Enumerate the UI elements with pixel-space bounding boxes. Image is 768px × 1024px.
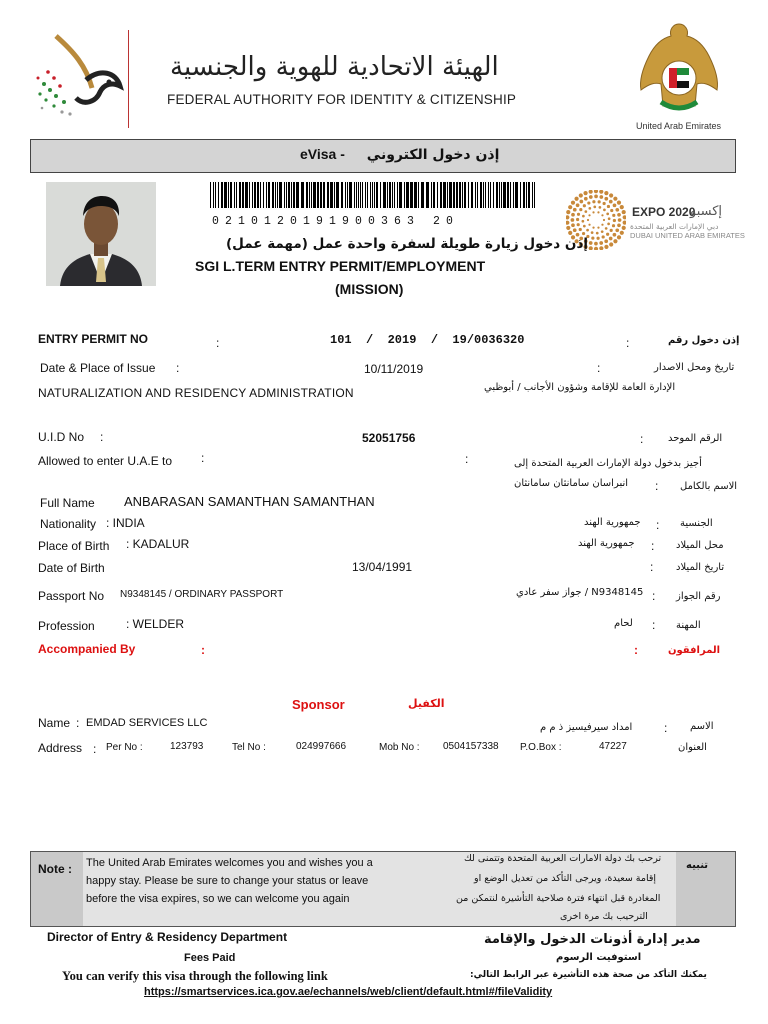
sponsor-tel-label: Tel No : xyxy=(232,742,266,753)
org-name-en: FEDERAL AUTHORITY FOR IDENTITY & CITIZENSHIP xyxy=(167,92,517,107)
entry-permit-label: ENTRY PERMIT NO xyxy=(38,332,149,346)
entry-permit-value: 101 / 2019 / 19/0036320 xyxy=(330,333,525,347)
accompanied-label-ar: المرافقون xyxy=(668,645,721,656)
issue-label: Date & Place of Issue xyxy=(40,361,156,375)
sponsor-mob: 0504157338 xyxy=(443,741,499,752)
full-name-value-ar: انبراسان سامانثان سامانثان xyxy=(514,478,629,489)
birth-place-label: Place of Birth xyxy=(38,539,110,553)
permit-type-ar: إذن دخول زيارة طويلة لسفرة واحدة عمل (مهمة عمل) xyxy=(226,236,589,252)
uae-eagle-emblem-icon xyxy=(633,20,725,120)
note-label-ar: تنبيه xyxy=(686,860,709,871)
issue-colon-r: : xyxy=(597,361,601,375)
issuing-authority-ar: الإدارة العامة للإقامة وشؤون الأجانب / أبوظبي xyxy=(484,382,676,393)
entry-permit-colon: : xyxy=(216,336,220,350)
note-text-ar-1: ترحب بك دولة الامارات العربية المتحدة وتتمنى لك xyxy=(464,853,662,864)
nationality-colon-r: : xyxy=(656,518,660,532)
ica-falcon-logo-icon xyxy=(34,28,124,124)
birth-place-value-ar: جمهورية الهند xyxy=(578,538,635,549)
verify-text-en: You can verify this visa through the following link xyxy=(62,969,328,983)
accompanied-label: Accompanied By xyxy=(38,642,136,656)
uid-colon: : xyxy=(100,430,104,444)
allowed-label: Allowed to enter U.A.E to xyxy=(38,454,173,468)
birth-date-value: 13/04/1991 xyxy=(352,560,413,574)
passport-label: Passport No xyxy=(38,589,105,603)
passport-value-ar: N9348145 / جواز سفر عادي xyxy=(516,587,644,598)
profession-label: Profession xyxy=(38,619,95,633)
applicant-photo xyxy=(46,182,156,286)
sponsor-name-colon: : xyxy=(76,716,80,730)
birth-place-label-ar: محل الميلاد xyxy=(676,540,724,551)
entry-permit-label-ar: إذن دخول رقم xyxy=(668,335,740,346)
sponsor-pobox-label: P.O.Box : xyxy=(520,742,562,753)
permit-type-en-line1: SGI L.TERM ENTRY PERMIT/EMPLOYMENT xyxy=(195,258,486,274)
issuing-authority-en: NATURALIZATION AND RESIDENCY ADMINISTRATION xyxy=(38,386,354,400)
note-text-ar-4: الترحيب بك مرة اخرى xyxy=(560,911,648,922)
profession-label-ar: المهنة xyxy=(676,620,701,631)
verify-link[interactable]: https://smartservices.ica.gov.ae/echannels/web/client/default.html#/fileValidity xyxy=(144,986,553,998)
issue-label-ar: تاريخ ومحل الاصدار xyxy=(654,362,735,373)
sponsor-per-no-label: Per No : xyxy=(106,742,143,753)
expo-sub-ar: دبي الإمارات العربية المتحدة xyxy=(630,222,719,231)
sponsor-tel: 024997666 xyxy=(296,741,347,752)
sponsor-address-label-ar: العنوان xyxy=(678,742,707,753)
full-name-colon-r: : xyxy=(655,479,659,493)
nationality-label-ar: الجنسية xyxy=(680,518,713,529)
sponsor-mob-label: Mob No : xyxy=(379,742,420,753)
note-text-ar-3: المغادرة قبل انتهاء فترة صلاحية التأشيرة لنتمكن من xyxy=(456,893,661,904)
sponsor-address-label: Address xyxy=(38,741,83,755)
sponsor-name-label: Name xyxy=(38,716,71,730)
uid-label: U.I.D No xyxy=(38,430,85,444)
sponsor-pobox: 47227 xyxy=(599,741,627,752)
uid-value: 52051756 xyxy=(362,431,416,445)
uid-colon-r: : xyxy=(640,432,644,446)
director-title-ar: مدير إدارة أذونات الدخول والإقامة xyxy=(484,932,701,947)
passport-value: N9348145 / ORDINARY PASSPORT xyxy=(120,589,284,600)
fees-paid: Fees Paid xyxy=(184,952,236,964)
full-name-label-ar: الاسم بالكامل xyxy=(680,481,738,492)
permit-type-en-line2: (MISSION) xyxy=(335,281,404,297)
sponsor-name-colon-r: : xyxy=(664,721,668,735)
allowed-label-ar: أجيز بدخول دولة الإمارات العربية المتحدة إلى xyxy=(514,458,702,469)
passport-label-ar: رقم الجواز xyxy=(676,591,721,602)
profession-value-ar: لحام xyxy=(614,618,633,629)
nationality-value: : INDIA xyxy=(106,516,145,530)
sponsor-per-no: 123793 xyxy=(170,741,204,752)
birth-date-label: Date of Birth xyxy=(38,561,105,575)
full-name-label: Full Name xyxy=(40,496,95,510)
evisa-title xyxy=(300,146,499,163)
sponsor-address-colon: : xyxy=(93,742,97,756)
uae-caption: United Arab Emirates xyxy=(636,121,722,131)
issue-date-value: 10/11/2019 xyxy=(364,362,424,376)
note-label: Note : xyxy=(38,862,72,876)
evisa-title-en: eVisa - xyxy=(300,146,345,162)
note-text-ar-2: إقامة سعيدة، ويرجى التأكد من تعديل الوضع او xyxy=(474,873,657,884)
sponsor-name-label-ar: الاسم xyxy=(690,721,714,732)
org-name-ar: الهيئة الاتحادية للهوية والجنسية xyxy=(170,52,499,82)
allowed-colon: : xyxy=(201,451,205,465)
entry-permit-colon-r: : xyxy=(626,336,630,350)
nationality-label: Nationality xyxy=(40,517,97,531)
header-divider xyxy=(128,30,129,128)
expo-name-ar: إكسبو xyxy=(690,204,723,219)
verify-text-ar: يمكنك التأكد من صحة هذه التأشيرة عبر الرابط التالي: xyxy=(470,970,707,980)
birth-date-label-ar: تاريخ الميلاد xyxy=(676,562,725,573)
issue-colon: : xyxy=(176,361,180,375)
accompanied-colon: : xyxy=(201,643,205,657)
sponsor-heading-en: Sponsor xyxy=(292,697,345,712)
sponsor-name-value-ar: امداد سيرفيسيز ذ م م xyxy=(540,722,633,733)
note-text-en-2: happy stay. Please be sure to change your status or leave xyxy=(86,875,369,887)
note-text-en-3: before the visa expires, so we can welcome you again xyxy=(86,893,350,905)
barcode-icon xyxy=(210,182,536,208)
uid-label-ar: الرقم الموحد xyxy=(668,433,723,444)
accompanied-colon-r: : xyxy=(634,643,638,657)
expo-sub-en: DUBAI UNITED ARAB EMIRATES xyxy=(630,231,745,240)
birth-place-colon-r: : xyxy=(651,539,655,553)
full-name-value: ANBARASAN SAMANTHAN SAMANTHAN xyxy=(124,494,375,509)
nationality-value-ar: جمهورية الهند xyxy=(584,517,641,528)
sponsor-name-value: EMDAD SERVICES LLC xyxy=(86,717,208,729)
fees-paid-ar: استوفيت الرسوم xyxy=(556,952,642,963)
director-title-en: Director of Entry & Residency Department xyxy=(47,930,288,944)
profession-value: : WELDER xyxy=(126,617,185,631)
birth-place-value: : KADALUR xyxy=(126,537,190,551)
profession-colon-r: : xyxy=(652,618,656,632)
note-text-en-1: The United Arab Emirates welcomes you and wishes you a xyxy=(86,857,373,869)
birth-date-colon-r: : xyxy=(650,560,654,574)
barcode-digits: 0210120191900363 20 xyxy=(212,215,460,228)
allowed-colon-mid: : xyxy=(465,452,469,466)
evisa-title-ar: إذن دخول الكتروني xyxy=(366,147,500,163)
passport-colon-r: : xyxy=(652,589,656,603)
sponsor-heading-ar: الكفيل xyxy=(408,697,445,710)
expo-name-en: EXPO 2020 xyxy=(632,205,696,219)
